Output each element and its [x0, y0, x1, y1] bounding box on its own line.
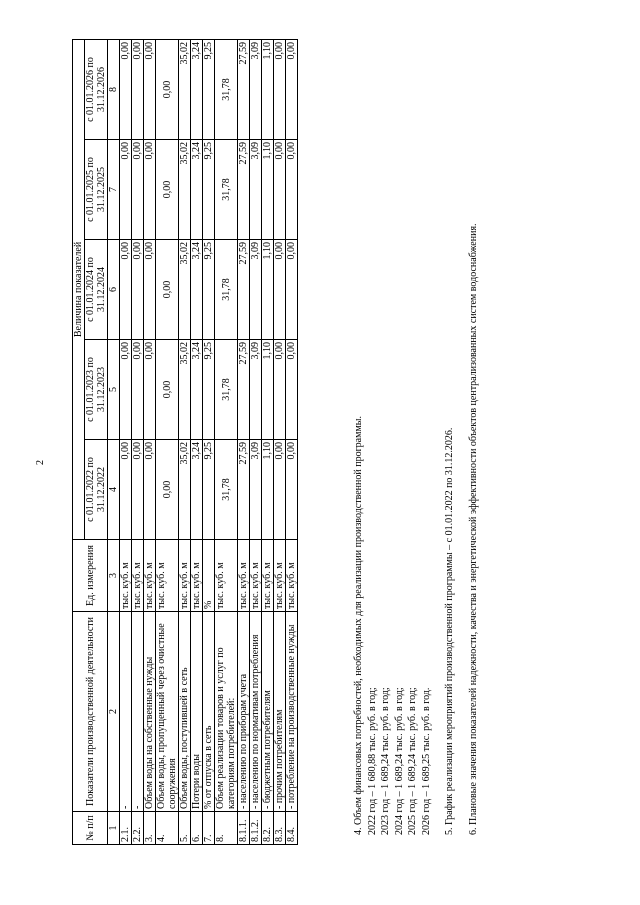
- row-value-cell: 0,00: [156, 440, 179, 540]
- row-value-cell: 9,25: [203, 39, 215, 139]
- header-row: [73, 39, 85, 844]
- table-row: [179, 39, 191, 844]
- row-value-cell: 0,00: [144, 440, 156, 540]
- row-value-cell: 3,09: [250, 240, 262, 340]
- header-period: с 01.01.2025 по 31.12.2025: [85, 140, 108, 240]
- row-name-cell: - населению по нормативам потребления: [250, 612, 262, 812]
- row-value-cell: 0,00: [286, 39, 298, 139]
- header-unit: Ед. измерения: [73, 540, 108, 612]
- row-name-cell: Объем реализации товаров и услуг по категориям потребителей:: [215, 612, 238, 812]
- section6-text: 6. Плановые значения показателей надежности, качества и энергетической эффективности объектов централизованных систем водоснабжения.: [467, 223, 479, 835]
- row-unit-cell: тыс. куб. м: [262, 540, 274, 612]
- row-value-cell: 27,59: [238, 140, 250, 240]
- row-value-cell: 0,00: [274, 340, 286, 440]
- row-value-cell: 31,78: [215, 140, 238, 240]
- row-unit-cell: тыс. куб. м: [156, 540, 179, 612]
- section4-line: 2024 год – 1 689,24 тыс. руб. в год;: [393, 687, 405, 835]
- table-row: [238, 39, 250, 844]
- row-value-cell: 0,00: [120, 340, 132, 440]
- row-value-cell: 1,10: [262, 39, 274, 139]
- row-number-cell: 8.1.2.: [250, 812, 262, 845]
- row-value-cell: 9,25: [203, 240, 215, 340]
- row-value-cell: 35,02: [179, 140, 191, 240]
- row-name-cell: -: [132, 612, 144, 812]
- col-number: 7: [108, 140, 120, 240]
- row-number-cell: 3.: [144, 812, 156, 845]
- column-numbers-row: [108, 39, 120, 844]
- row-value-cell: 0,00: [156, 140, 179, 240]
- row-value-cell: 3,24: [191, 440, 203, 540]
- row-value-cell: 31,78: [215, 440, 238, 540]
- header-period: с 01.01.2024 по 31.12.2024: [85, 240, 108, 340]
- row-unit-cell: тыс. куб. м: [215, 540, 238, 612]
- col-number: 2: [108, 612, 120, 812]
- row-value-cell: 0,00: [132, 240, 144, 340]
- row-number-cell: 6.: [191, 812, 203, 845]
- row-unit-cell: тыс. куб. м: [179, 540, 191, 612]
- row-name-cell: Потери воды: [191, 612, 203, 812]
- row-value-cell: 0,00: [286, 240, 298, 340]
- row-name-cell: - потребление на производственные нужды: [286, 612, 298, 812]
- row-value-cell: 3,24: [191, 340, 203, 440]
- row-number-cell: 2.2.: [132, 812, 144, 845]
- table-row: [203, 39, 215, 844]
- row-value-cell: 0,00: [144, 340, 156, 440]
- row-number-cell: 8.3.: [274, 812, 286, 845]
- row-value-cell: 1,10: [262, 140, 274, 240]
- section5-text: 5. График реализации мероприятий производственной программы – с 01.01.2022 по 31.12.2026.: [444, 427, 455, 835]
- header-period: с 01.01.2023 по 31.12.2023: [85, 340, 108, 440]
- row-name-cell: Объем воды, пропущенный через очистные сооружения: [156, 612, 179, 812]
- row-name-cell: -: [120, 612, 132, 812]
- row-number-cell: 7.: [203, 812, 215, 845]
- row-value-cell: 0,00: [156, 39, 179, 139]
- row-value-cell: 0,00: [144, 140, 156, 240]
- row-value-cell: 0,00: [286, 340, 298, 440]
- row-name-cell: - населению по приборам учета: [238, 612, 250, 812]
- header-num: № п/п: [73, 812, 108, 845]
- table-row: [191, 39, 203, 844]
- col-number: 4: [108, 440, 120, 540]
- row-value-cell: 35,02: [179, 340, 191, 440]
- row-value-cell: 35,02: [179, 39, 191, 139]
- row-unit-cell: тыс. куб. м: [274, 540, 286, 612]
- row-unit-cell: тыс. куб. м: [238, 540, 250, 612]
- col-number: 3: [108, 540, 120, 612]
- row-value-cell: 3,24: [191, 140, 203, 240]
- row-unit-cell: тыс. куб. м: [286, 540, 298, 612]
- row-value-cell: 3,24: [191, 240, 203, 340]
- row-name-cell: Объем воды на собственные нужды: [144, 612, 156, 812]
- header-period: с 01.01.2022 по 31.12.2022: [85, 440, 108, 540]
- row-number-cell: 2.1.: [120, 812, 132, 845]
- row-number-cell: 4.: [156, 812, 179, 845]
- row-value-cell: 0,00: [132, 340, 144, 440]
- row-value-cell: 0,00: [274, 140, 286, 240]
- row-value-cell: 27,59: [238, 39, 250, 139]
- row-number-cell: 8.: [215, 812, 238, 845]
- row-value-cell: 1,10: [262, 240, 274, 340]
- row-value-cell: 0,00: [274, 440, 286, 540]
- table-row: [156, 39, 179, 844]
- row-value-cell: 0,00: [144, 240, 156, 340]
- row-name-cell: % от отпуска в сеть: [203, 612, 215, 812]
- row-value-cell: 9,25: [203, 440, 215, 540]
- row-value-cell: 27,59: [238, 440, 250, 540]
- row-value-cell: 31,78: [215, 39, 238, 139]
- section4-line: 2025 год – 1 689,24 тыс. руб. в год;: [407, 687, 418, 835]
- row-value-cell: 9,25: [203, 340, 215, 440]
- row-value-cell: 0,00: [120, 140, 132, 240]
- row-value-cell: 0,00: [144, 39, 156, 139]
- table-row: [120, 39, 132, 844]
- row-unit-cell: тыс. куб. м: [132, 540, 144, 612]
- row-value-cell: 31,78: [215, 240, 238, 340]
- row-value-cell: 27,59: [238, 240, 250, 340]
- row-value-cell: 0,00: [120, 440, 132, 540]
- header-period: с 01.01.2026 по 31.12.2026: [85, 39, 108, 139]
- row-number-cell: 5.: [179, 812, 191, 845]
- section4-line: 2022 год – 1 680,88 тыс. руб. в год;: [366, 687, 378, 835]
- table-row: [274, 39, 286, 844]
- row-value-cell: 3,24: [191, 39, 203, 139]
- row-name-cell: - прочим потребителям: [274, 612, 286, 812]
- row-value-cell: 0,00: [132, 39, 144, 139]
- row-value-cell: 31,78: [215, 340, 238, 440]
- row-value-cell: 27,59: [238, 340, 250, 440]
- row-value-cell: 35,02: [179, 240, 191, 340]
- row-unit-cell: тыс. куб. м: [191, 540, 203, 612]
- row-value-cell: 0,00: [156, 240, 179, 340]
- row-unit-cell: тыс. куб. м: [144, 540, 156, 612]
- section4-line: 2026 год – 1 689,25 тыс. руб. в год.: [420, 687, 432, 835]
- row-value-cell: 3,09: [250, 140, 262, 240]
- row-value-cell: 0,00: [120, 240, 132, 340]
- row-unit-cell: тыс. куб. м: [120, 540, 132, 612]
- row-value-cell: 3,09: [250, 39, 262, 139]
- header-indicator: Показатели производственной деятельности: [73, 612, 108, 812]
- table-row: [286, 39, 298, 844]
- notes-section: [352, 35, 480, 835]
- table-body: [73, 39, 298, 844]
- table-row: [144, 39, 156, 844]
- row-value-cell: 3,09: [250, 340, 262, 440]
- header-group: Величина показателей: [73, 39, 85, 539]
- row-value-cell: 0,00: [286, 140, 298, 240]
- col-number: 5: [108, 340, 120, 440]
- row-number-cell: 8.1.1.: [238, 812, 250, 845]
- row-value-cell: 3,09: [250, 440, 262, 540]
- row-value-cell: 9,25: [203, 140, 215, 240]
- table-row: [250, 39, 262, 844]
- row-unit-cell: тыс. куб. м: [250, 540, 262, 612]
- section4-heading: 4. Объем финансовых потребностей, необходимых для реализации производственной программы.: [353, 416, 364, 835]
- row-name-cell: Объем воды, поступившей в сеть: [179, 612, 191, 812]
- section4-line: 2023 год – 1 689,24 тыс. руб. в год;: [380, 687, 391, 835]
- row-value-cell: 0,00: [274, 39, 286, 139]
- row-name-cell: - бюджетным потребителям: [262, 612, 274, 812]
- page-number: 2: [35, 460, 46, 465]
- row-value-cell: 35,02: [179, 440, 191, 540]
- row-value-cell: 0,00: [120, 39, 132, 139]
- row-value-cell: 0,00: [156, 340, 179, 440]
- row-number-cell: 8.2.: [262, 812, 274, 845]
- col-number: 1: [108, 812, 120, 845]
- indicators-table: [72, 39, 298, 845]
- row-value-cell: 1,10: [262, 340, 274, 440]
- row-number-cell: 8.4.: [286, 812, 298, 845]
- row-value-cell: 0,00: [132, 440, 144, 540]
- table-row: [215, 39, 238, 844]
- row-value-cell: 0,00: [286, 440, 298, 540]
- col-number: 8: [108, 39, 120, 139]
- table-row: [262, 39, 274, 844]
- row-unit-cell: %: [203, 540, 215, 612]
- row-value-cell: 0,00: [132, 140, 144, 240]
- row-value-cell: 1,10: [262, 440, 274, 540]
- col-number: 6: [108, 240, 120, 340]
- row-value-cell: 0,00: [274, 240, 286, 340]
- table-row: [132, 39, 144, 844]
